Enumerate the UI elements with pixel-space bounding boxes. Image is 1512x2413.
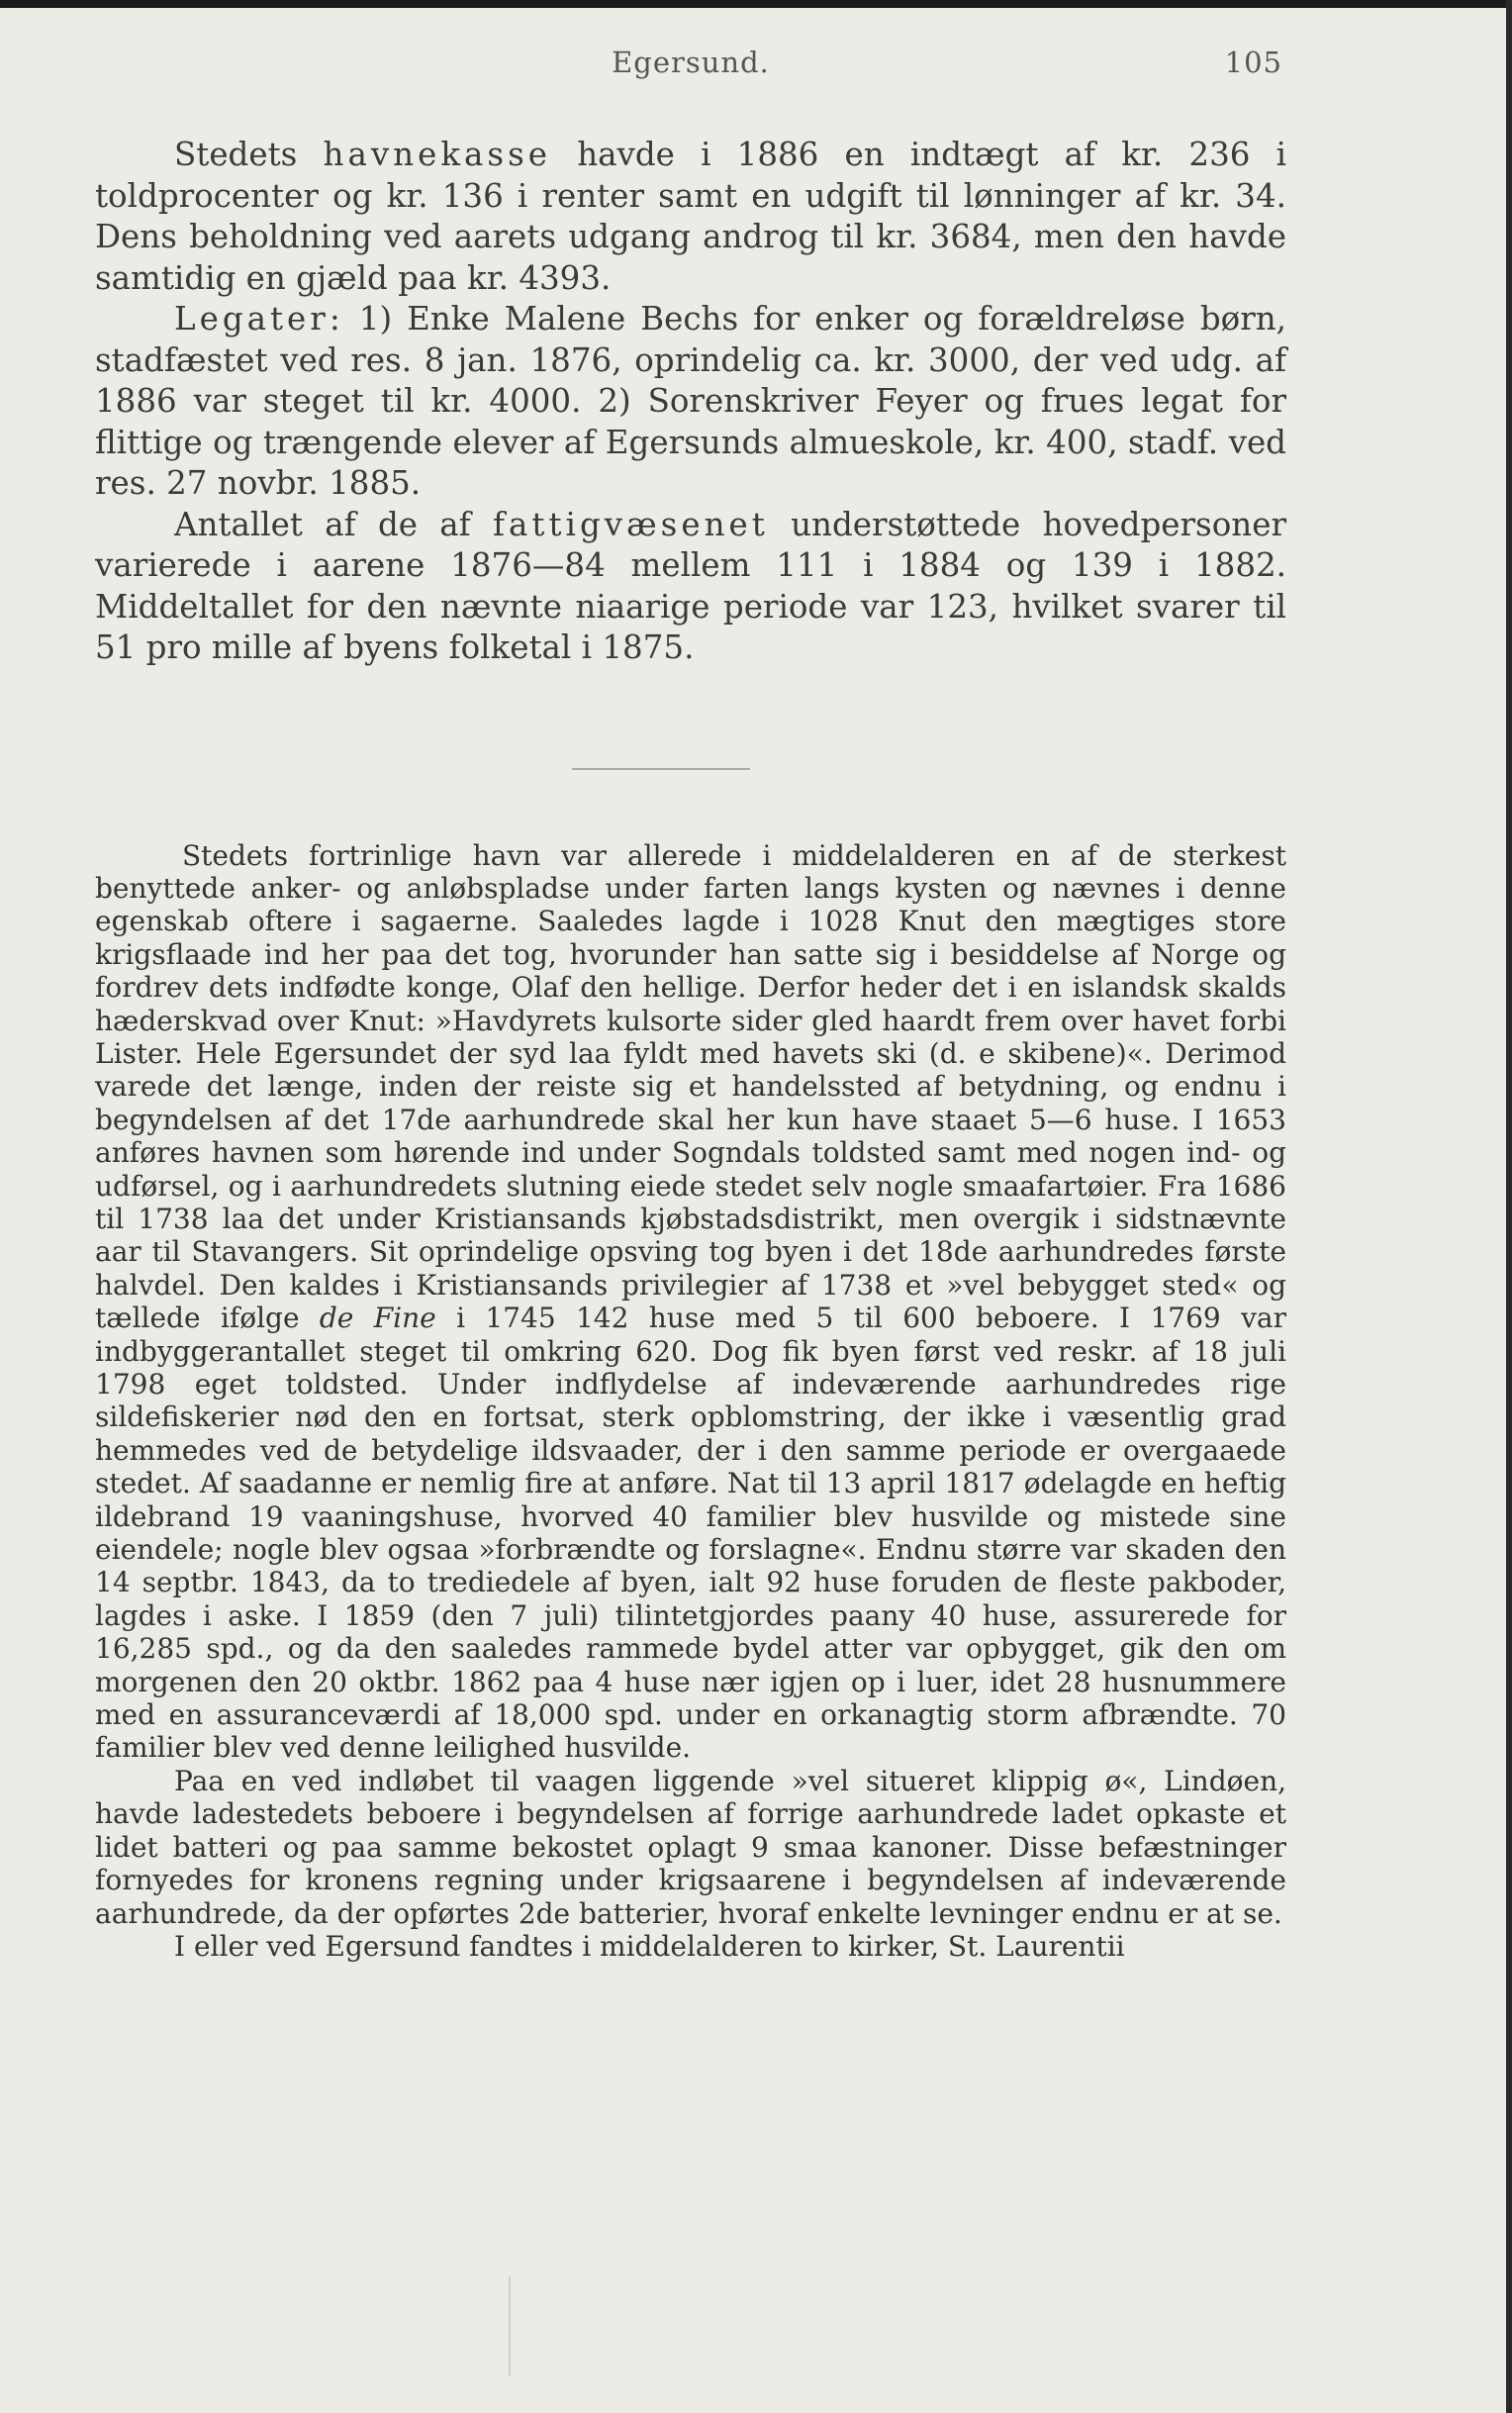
- text-run: Stedets fortrinlige havn var allerede i middelalderen en af de sterkest benyttede anker- og anløbspladse under farten langs kysten og nævnes i denne egenskab oftere i sagaerne. Saaledes lagde i 1028 Knut den mægtiges store krigsflaade ind her paa det tog, hvorunder han satte sig i besiddelse af Norge og fordrev dets indfødte konge, Olaf den hellige. Derfor heder det i en islandsk skalds hæderskvad over Knut: »Havdyrets kulsorte sider gled haardt frem over havet forbi Lister. Hele Egersundet der syd laa fyldt med havets ski (d. e skibene)«. Derimod varede det længe, inden der reiste sig et handelssted af betydning, og endnu i begyndelsen af det 17de aarhundrede skal her kun have staaet 5—6 huse. I 1653 anføres havnen som hørende ind under Sogndals toldsted samt med nogen ind- og udførsel, og i aarhundredets slutning eiede stedet selv nogle smaafartøier. Fra 1686 til 1738 laa det under Kristiansands kjøbstadsdistrikt, men overgik i sidstnævnte aar til Stavangers. Sit oprindelige opsving tog byen i det 18de aarhundredes første halvdel. Den kaldes i Kristiansands privilegier af 1738 et »vel bebygget sted« og tællede ifølge: [95, 838, 1286, 1335]
- text-run: understøttede hovedpersoner varierede i aarene 1876—84 mellem 111 i 1884 og 139 i 1882. Middeltallet for den nævnte niaarige periode var 123, hvilket svarer til 51 pro mille af byens folketal i 1875.: [95, 505, 1286, 666]
- italic-name: de Fine: [319, 1302, 436, 1335]
- running-head-title: Egersund.: [612, 46, 770, 79]
- book-page: [95, 40, 1286, 1963]
- text-run: Stedets: [174, 136, 324, 173]
- main-text: [95, 135, 1286, 669]
- paragraph-havnekasse: [95, 135, 1286, 299]
- paragraph-fattigvaesen: [95, 505, 1286, 669]
- spaced-term-havnekasse: havnekasse: [323, 136, 552, 173]
- text-run: i 1745 142 huse med 5 til 600 beboere. I 1769 var indbyggerantallet steget til omkring 620. Dog fik byen først ved reskr. af 18 juli 1798 eget toldsted. Under indflydelse af indeværende aarhundredes rige sildefiskerier nød den en fortsat, sterk opblomstring, der ikke i væsentlig grad hemmedes ved de betydelige ildsvaader, der i den samme periode er overgaaede stedet. Af saadanne er nemlig fire at anføre. Nat til 13 april 1817 ødelagde en heftig ildebrand 19 vaaningshuse, hvorved 40 familier blev husvilde og mistede sine eiendele; nogle blev ogsaa »forbrændte og forslagne«. Endnu større var skaden den 14 septbr. 1843, da to trediedele af byen, ialt 92 huse foruden de fleste pakboder, lagdes i aske. I 1859 (den 7 juli) tilintetgjordes paany 40 huse, assurerede for 16,285 spd., og da den saaledes rammede bydel atter var opbygget, gik den om morgenen den 20 oktbr. 1862 paa 4 huse nær igjen op i luer, idet 28 husnummere med en assuranceværdi af 18,000 spd. under en orkanagtig storm afbrændte. 70 familier blev ved denne leilighed husvilde.: [95, 1302, 1286, 1765]
- text-run: Antallet af de af: [174, 505, 494, 543]
- running-head: [95, 40, 1286, 87]
- note-paragraph-kirker: I eller ved Egersund fandtes i middelalderen to kirker, St. Laurentii: [174, 1929, 1125, 1963]
- paragraph-legater: [95, 299, 1286, 505]
- scan-top-edge: [0, 0, 1512, 8]
- text-run: havde i 1886 en indtægt af kr. 236 i toldprocenter og kr. 136 i renter samt en udgift til lønninger af kr. 34. Dens beholdning ved aarets udgang androg til kr. 3684, men den havde samtidig en gjæld paa kr. 4393.: [95, 136, 1286, 297]
- spaced-term-legater: Legater:: [174, 300, 344, 338]
- text-run: 1) Enke Malene Bechs for enker og forældreløse børn, stadfæstet ved res. 8 jan. 1876, oprindelig ca. kr. 3000, der ved udg. af 1886 var steget til kr. 4000. 2) Sorenskriver Feyer og frues legat for flittige og trængende elever af Egersunds almueskole, kr. 400, stadf. ved res. 27 novbr. 1885.: [95, 300, 1286, 502]
- note-paragraph-havn: [95, 839, 1286, 1765]
- note-paragraph-lindoen: Paa en ved indløbet til vaagen liggende »vel situeret klippig ø«, Lindøen, havde ladestedets beboere i begyndelsen af forrige aarhundrede ladet opkaste et lidet batteri og paa samme bekostet oplagt 9 smaa kanoner. Disse befæstninger fornyedes for kronens regning under krigsaarene i begyndelsen af indeværende aarhundrede, da der opførtes 2de batterier, hvoraf enkelte levninger endnu er at se.: [95, 1764, 1286, 1930]
- spaced-term-fattigvaesenet: fattigvæsenet: [493, 505, 769, 543]
- section-divider: [572, 768, 750, 770]
- footnotes: [95, 839, 1286, 1964]
- scan-artifact-line: [509, 2276, 511, 2375]
- scan-right-edge: [1506, 0, 1512, 2413]
- page-number: 105: [1224, 46, 1282, 79]
